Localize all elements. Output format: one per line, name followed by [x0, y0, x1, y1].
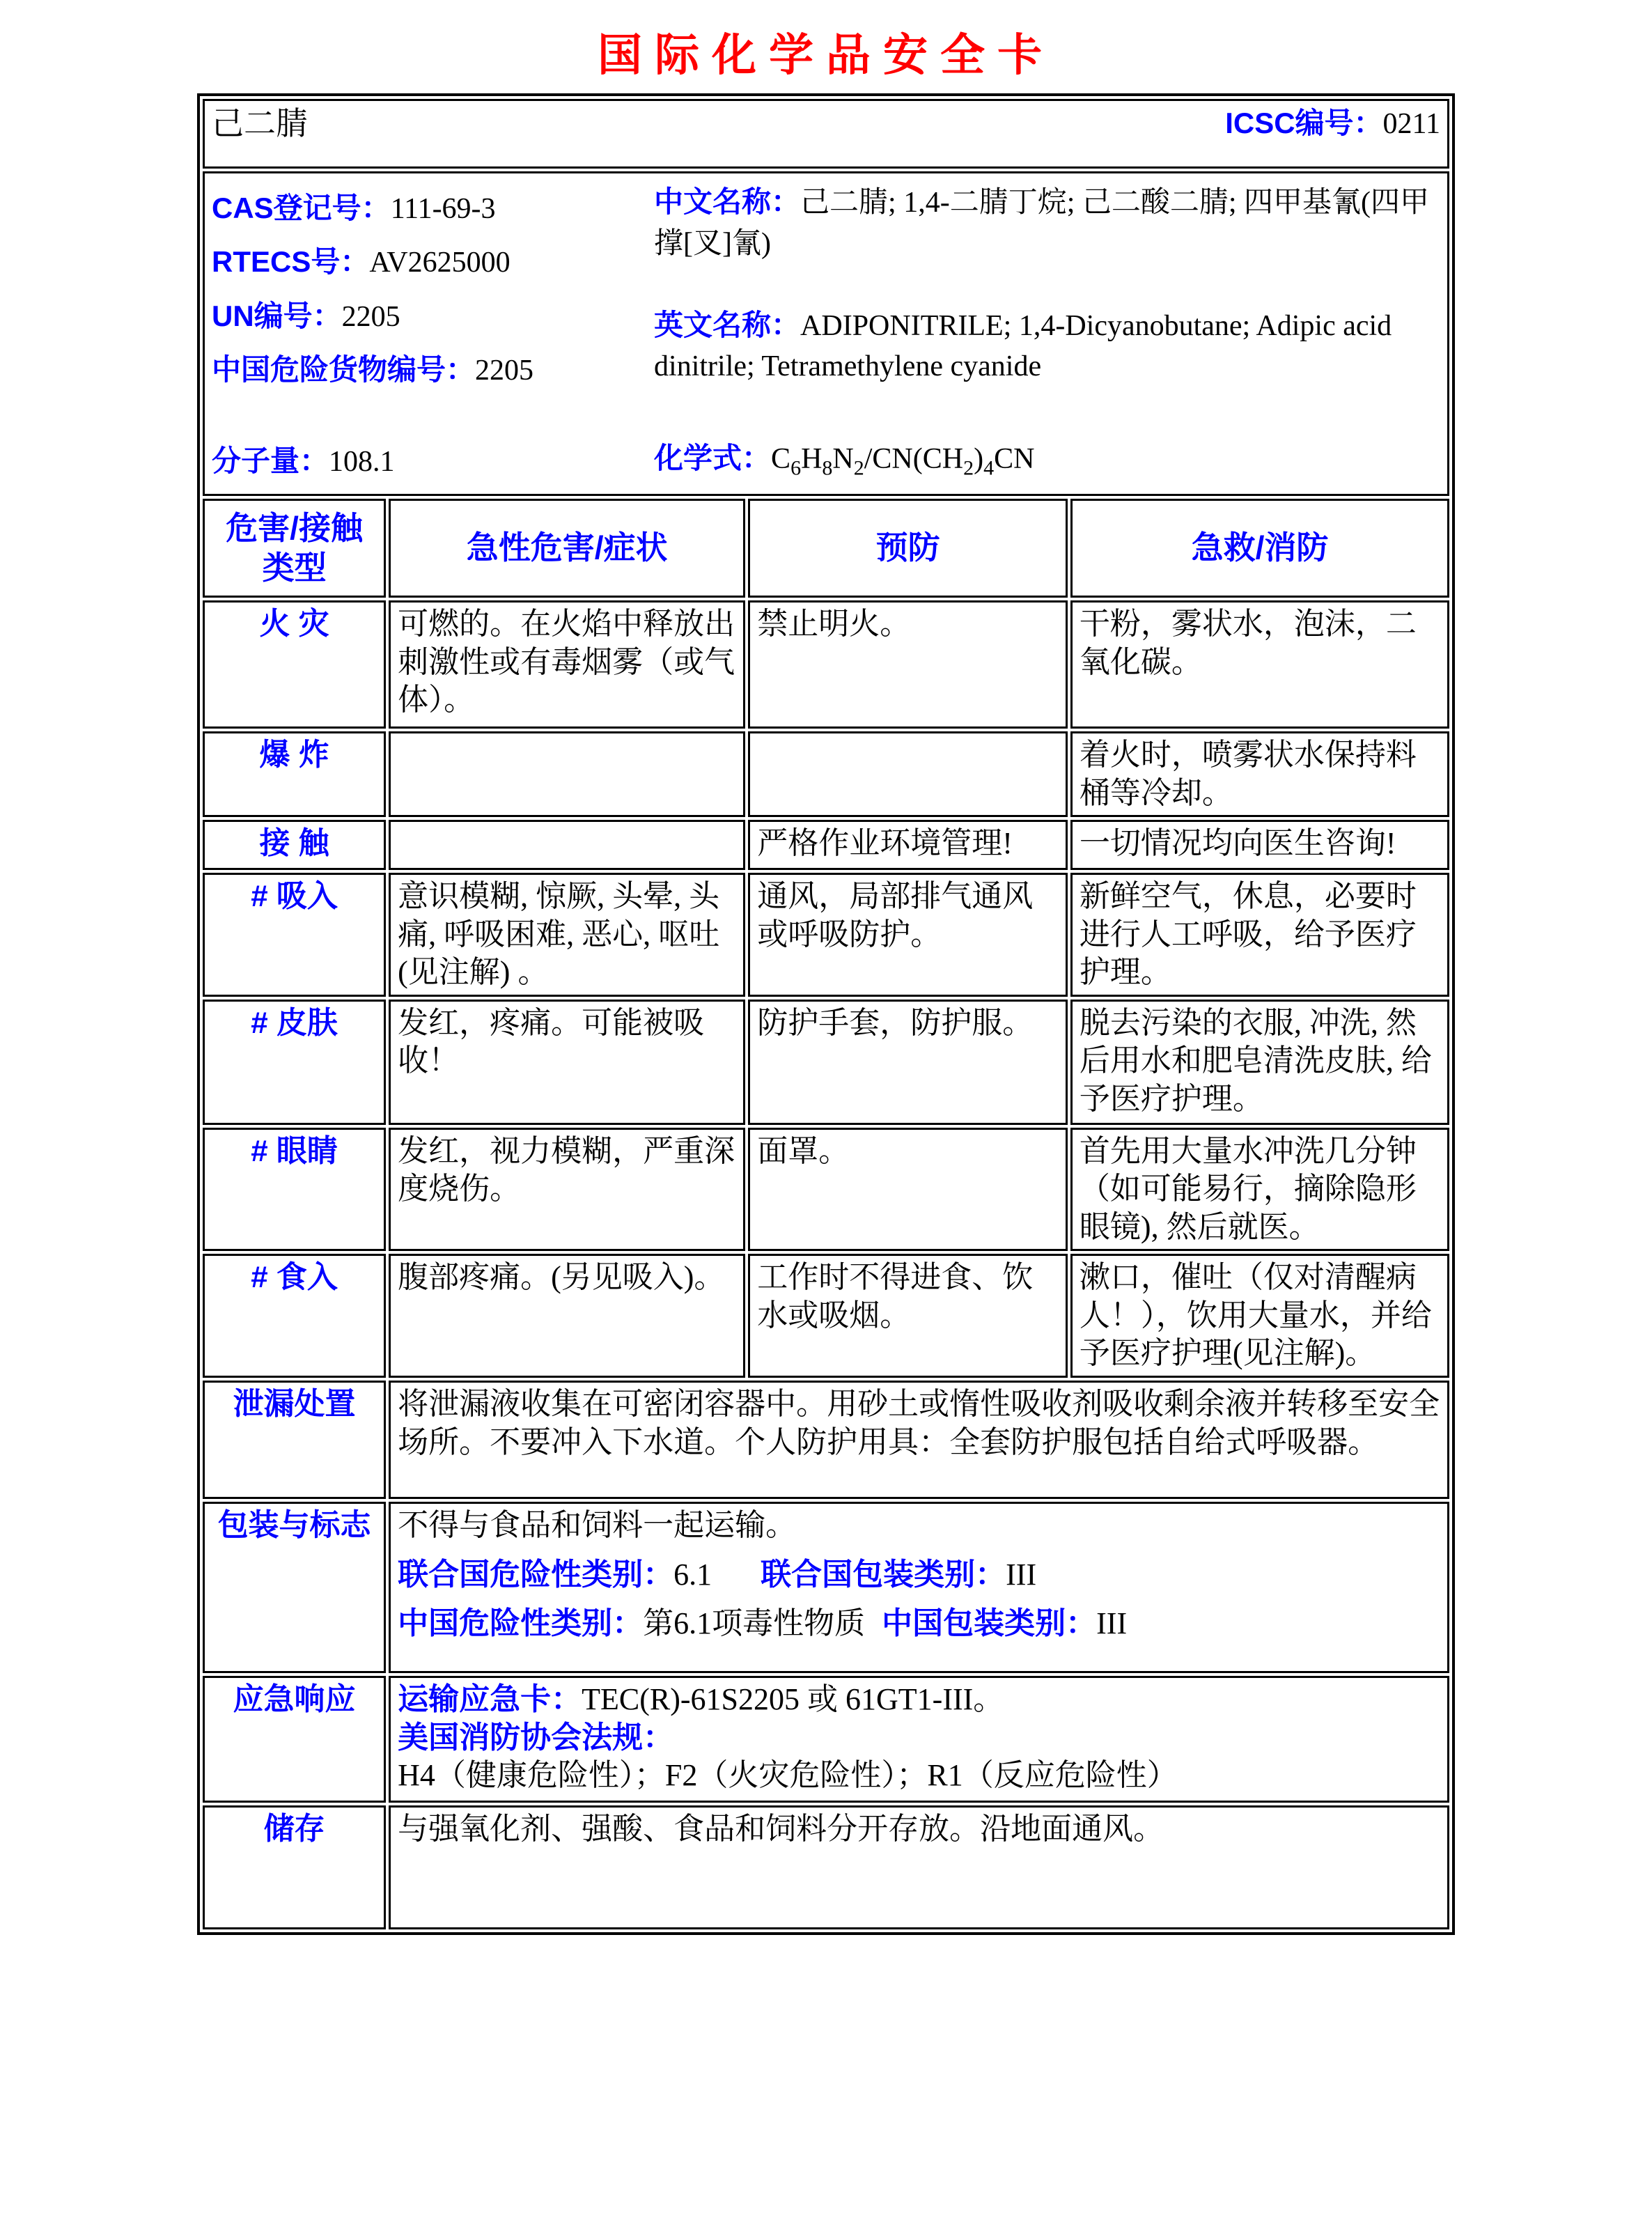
identification-right-column: [654, 176, 1440, 491]
packaging-labelling-content: [389, 1502, 1449, 1673]
identification-left-column: [212, 176, 654, 491]
icsc-number-value: 0211: [1382, 107, 1440, 140]
storage-label: 储存: [203, 1805, 386, 1929]
hazard-row-inhalation: [203, 873, 1449, 997]
prevention-cell: 严格作业环境管理!: [748, 820, 1068, 870]
storage-text: 与强氧化剂、强酸、食品和饲料分开存放。沿地面通风。: [389, 1805, 1449, 1929]
packaging-transport-note: 不得与食品和饲料一起运输。: [398, 1508, 797, 1543]
china-dangerous-goods-number: [212, 343, 654, 397]
cn-hazard-class-label: 中国危险性类别：: [398, 1606, 644, 1641]
un-number: [212, 290, 654, 343]
nfpa-code-label: 美国消防协会法规：: [398, 1720, 674, 1755]
header-hazard-type: 危害/接触 类型: [203, 499, 386, 598]
symptoms-cell: [389, 731, 745, 817]
icsc-number-label: ICSC编号：: [1225, 106, 1383, 139]
rtecs-number: [212, 235, 654, 289]
first-aid-cell: 新鲜空气，休息，必要时进行人工呼吸，给予医疗护理。: [1070, 873, 1449, 997]
chinese-name: [654, 182, 1440, 265]
substance-name: 己二腈: [212, 106, 308, 141]
chinese-name-label: 中文名称：: [654, 185, 801, 218]
transport-emergency-card-label: 运输应急卡：: [398, 1682, 582, 1717]
transport-emergency-card-line: [398, 1681, 1440, 1719]
symptoms-cell: 意识模糊, 惊厥, 头晕, 头痛, 呼吸困难, 恶心, 呕吐(见注解) 。: [389, 873, 745, 997]
header-first-aid: 急救/消防: [1070, 499, 1449, 598]
hazard-row-label: 火 灾: [203, 600, 386, 729]
hazard-row-label: 接 触: [203, 820, 386, 870]
hazard-row-label: # 皮肤: [203, 1000, 386, 1125]
first-aid-cell: 着火时，喷雾状水保持料桶等冷却。: [1070, 731, 1449, 817]
hazard-row-contact: [203, 820, 1449, 870]
prevention-cell: 禁止明火。: [748, 600, 1068, 729]
transport-emergency-card-value: TEC(R)-61S2205 或 61GT1-III。: [582, 1682, 1004, 1717]
header-prevention: 预防: [748, 499, 1068, 598]
chemical-formula-value: $C_6H_8N_2/CN(CH_2)_4CN$: [771, 443, 1035, 480]
storage-row: [203, 1805, 1449, 1929]
icsc-card-table: [197, 93, 1455, 1935]
molecular-weight: [212, 442, 654, 491]
nfpa-code-line: [398, 1719, 1440, 1795]
un-number-label: UN编号：: [212, 299, 342, 332]
hazard-table-header-row: [203, 499, 1449, 598]
china-dangerous-goods-number-value: 2205: [475, 355, 534, 387]
un-classification-line: [398, 1556, 1440, 1594]
first-aid-cell: 干粉，雾状水，泡沫，二氧化碳。: [1070, 600, 1449, 729]
prevention-cell: 通风，局部排气通风或呼吸防护。: [748, 873, 1068, 997]
cn-pack-group-label: 中国包装类别：: [882, 1606, 1097, 1641]
symptoms-cell: 发红，疼痛。可能被吸收！: [389, 1000, 745, 1125]
hazard-row-ingestion: [203, 1254, 1449, 1378]
chemical-formula-label: 化学式：: [654, 442, 772, 475]
un-hazard-class-label: 联合国危险性类别：: [398, 1557, 674, 1592]
packaging-labelling-label: 包装与标志: [203, 1502, 386, 1673]
cn-hazard-class-value: 第6.1项毒性物质: [643, 1606, 866, 1641]
prevention-cell: [748, 731, 1068, 817]
hazard-row-eyes: [203, 1128, 1449, 1252]
cn-classification-line: [398, 1605, 1440, 1643]
hazard-row-skin: [203, 1000, 1449, 1125]
symptoms-cell: 发红，视力模糊，严重深度烧伤。: [389, 1128, 745, 1252]
hazard-row-fire: [203, 600, 1449, 729]
identification-row: [203, 171, 1449, 496]
spill-disposal-label: 泄漏处置: [203, 1381, 386, 1499]
page-title: 国际化学品安全卡: [598, 31, 1054, 80]
chemical-formula: [654, 440, 1440, 491]
un-number-value: 2205: [341, 300, 400, 333]
molecular-weight-label: 分子量：: [212, 444, 329, 478]
prevention-cell: 面罩。: [748, 1128, 1068, 1252]
cn-pack-group-value: III: [1096, 1606, 1128, 1641]
rtecs-number-value: AV2625000: [369, 247, 511, 279]
cas-number-value: 111-69-3: [390, 193, 496, 225]
molecular-weight-value: 108.1: [329, 446, 395, 479]
un-hazard-class-value: 6.1: [673, 1557, 712, 1592]
hazard-row-label: # 食入: [203, 1254, 386, 1378]
un-pack-group-label: 联合国包装类别：: [761, 1557, 1006, 1592]
card-header-cell: [203, 99, 1449, 169]
hazard-row-explosion: [203, 731, 1449, 817]
card-header-row: [203, 99, 1449, 169]
hazard-row-label: # 吸入: [203, 873, 386, 997]
english-name-value: ADIPONITRILE; 1,4-Dicyanobutane; Adipic acid dinitrile; Tetramethylene cyanide: [654, 309, 1392, 383]
first-aid-cell: 一切情况均向医生咨询!: [1070, 820, 1449, 870]
symptoms-cell: 可燃的。在火焰中释放出刺激性或有毒烟雾（或气体）。: [389, 600, 745, 729]
first-aid-cell: 漱口，催吐（仅对清醒病人！），饮用大量水，并给予医疗护理(见注解)。: [1070, 1254, 1449, 1378]
english-name-label: 英文名称：: [654, 308, 801, 341]
symptoms-cell: 腹部疼痛。(另见吸入)。: [389, 1254, 745, 1378]
chinese-name-value: 己二腈; 1,4-二腈丁烷; 己二酸二腈; 四甲基氰(四甲撑[叉]氰): [654, 187, 1430, 260]
nfpa-code-value: H4（健康危险性）；F2（火灾危险性）；R1（反应危险性）: [398, 1758, 1178, 1793]
spill-disposal-row: [203, 1381, 1449, 1499]
icsc-number: [1225, 105, 1440, 142]
english-name: [654, 305, 1440, 388]
rtecs-number-label: RTECS号：: [212, 245, 370, 279]
china-dangerous-goods-number-label: 中国危险货物编号：: [212, 353, 476, 387]
prevention-cell: 工作时不得进食、饮水或吸烟。: [748, 1254, 1068, 1378]
emergency-response-label: 应急响应: [203, 1676, 386, 1803]
packaging-labelling-row: [203, 1502, 1449, 1673]
first-aid-cell: 脱去污染的衣服, 冲洗, 然后用水和肥皂清洗皮肤, 给予医疗护理。: [1070, 1000, 1449, 1125]
cas-number: [212, 182, 654, 235]
hazard-row-label: 爆 炸: [203, 731, 386, 817]
un-pack-group-value: III: [1006, 1557, 1037, 1592]
spill-disposal-text: 将泄漏液收集在可密闭容器中。用砂土或惰性吸收剂吸收剩余液并转移至安全场所。不要冲入下水道。个人防护用具：全套防护服包括自给式呼吸器。: [389, 1381, 1449, 1499]
identification-cell: [203, 171, 1449, 496]
prevention-cell: 防护手套，防护服。: [748, 1000, 1068, 1125]
first-aid-cell: 首先用大量水冲洗几分钟（如可能易行，摘除隐形眼镜), 然后就医。: [1070, 1128, 1449, 1252]
emergency-response-content: [389, 1676, 1449, 1803]
header-acute-symptoms: 急性危害/症状: [389, 499, 745, 598]
cas-number-label: CAS登记号：: [212, 192, 391, 224]
symptoms-cell: [389, 820, 745, 870]
emergency-response-row: [203, 1676, 1449, 1803]
hazard-row-label: # 眼睛: [203, 1128, 386, 1252]
